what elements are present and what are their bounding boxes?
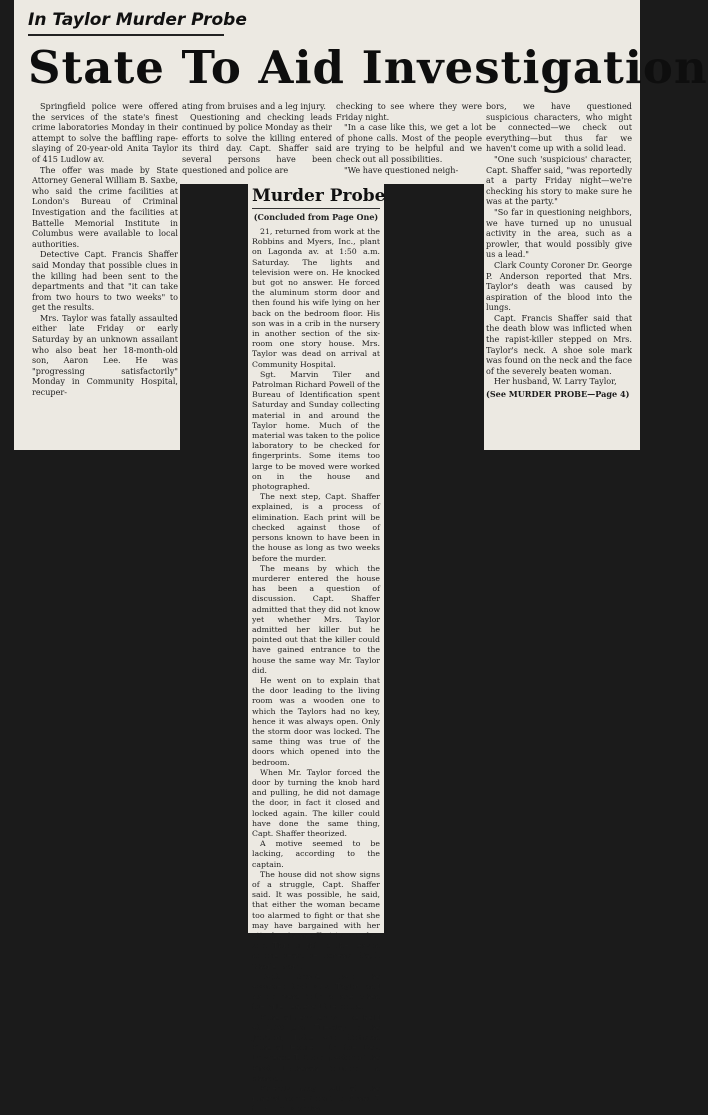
paragraph: "In a case like this, we get a lot of phone calls. Most of the people are trying to be helpful and we check out all possibilities. [336, 122, 482, 164]
continuation-column [252, 227, 380, 1114]
paragraph: When Mr. Taylor forced the door by turning the knob hard and pulling, he did not damage the door, in fact it closed and locked again. The killer could have done the same thing, Capt. Shaffer theorized. [252, 767, 380, 838]
sidebar-title-rule [252, 208, 380, 209]
paragraph: Capt. Francis Shaffer said that the death blow was inflicted when the rapist-killer stepped on Mrs. Taylor's neck. A shoe sole mark was found on the neck and the face of the severely beaten woman. [486, 312, 632, 376]
article-column-4 [486, 101, 632, 446]
headline: State To Aid Investigation [28, 41, 708, 94]
paragraph: 21, returned from work at the Robbins and Myers, Inc., plant on Lagonda av. at 1:50 a.m. Saturday. The lights and television were on. He knocked but got no answer. He forced the aluminum storm door and then found his wife lying on her back on the bedroom floor. His son was in a crib in the nursery in another section of the six-room one story house. Mrs. Taylor was dead on arrival at Community Hospital. [252, 227, 380, 369]
paragraph: Clark County Coroner Dr. George P. Anderson reported that Mrs. Taylor's death was caused by aspiration of the blood into the lungs. [486, 259, 632, 313]
paragraph: Capt. Shaffer said he assumed that Mrs. Taylor and Aaron were both awake when the killer entered the house. [252, 971, 380, 1012]
paragraph: The house did not show signs of a struggle, Capt. Shaffer said. It was possible, he said, that either the woman became too alarmed to fight or that she may have bargained with her attacker in an effort to save her son. This might be the reason no one heard her scream, Capt. Shaffer said. [252, 869, 380, 971]
continued-line: (Concluded from Page One) [253, 212, 379, 222]
paragraph: Mrs. Taylor was fatally assaulted either late Friday or early Saturday by an unknown assailant who also beat her 18-month-old son, Aaron Lee. He was "progressing satisfactorily" Monday in Community Hospital, recuper- [32, 312, 178, 398]
paragraph: The next step, Capt. Shaffer explained, is a process of elimination. Each print will be checked against those of persons known to have been in the house as long as two weeks before the murder. [252, 492, 380, 563]
paragraph: "We have questioned neigh- [344, 164, 459, 175]
paragraph: Her husband, W. Larry Taylor, [494, 376, 617, 387]
paragraph: ating from bruises and a leg injury. [182, 101, 326, 111]
kicker-heading: In Taylor Murder Probe [28, 10, 247, 30]
paragraph: Questioning and checking leads continued by police Monday as their efforts to solve the killing entered its third day. Capt. Shaffer said several persons have been questioned and police are [182, 111, 332, 175]
paragraph: A motive seemed to be lacking, according to the captain. [252, 839, 380, 869]
paragraph: Springfield police were offered the services of the state's finest crime laboratories Monday in their attempt to solve the baffling rape-slaying of 20-year-old Anita Taylor of 415 Ludlow av. [32, 101, 178, 164]
paragraph: The offer was made by State Attorney General William B. Saxbe, who said the crime facilities at London's Bureau of Criminal Investigation and the facilities at Battelle Memorial Institute in Columbus were available to local authorities. [32, 164, 178, 249]
paragraph: Detective Capt. Francis Shaffer said Monday that possible clues in the killing had been sent to the departments and that "it can take from two hours to two weeks" to get the results. [32, 249, 178, 313]
jump-line: (See MURDER PROBE—Page 4) [486, 389, 630, 400]
kicker-rule [28, 34, 224, 36]
paragraph: bors, we have questioned suspicious characters, who might be connected—we check out everything—but thus far we haven't come up with a solid lead. [486, 101, 632, 154]
paragraph: "So far in questioning neighbors, we have turned up no unusual activity in the area, such as a prowler, that would possibly give us a lead." [486, 206, 632, 260]
sidebar-title: Murder Probe [252, 186, 386, 206]
paragraph: He went on to explain that the door leading to the living room was a wooden one to which the Taylors had no key, hence it was always open. Only the storm door was locked. The same thing was true of the doors which opened into the bedroom. [252, 675, 380, 767]
article-column-1 [32, 101, 178, 446]
paragraph: The means by which the murderer entered the house has been a question of discussion. Capt. Shaffer admitted that they did not know yet whether Mrs. Taylor admitted her killer but he pointed out that the killer could have gained entrance to the house the same way Mr. Taylor did. [252, 563, 380, 675]
paragraph: "One such 'suspicious' character, Capt. Shaffer said, "was reportedly at a party Friday night—we're checking his story to make sure he was at the party." [486, 153, 632, 207]
article-column-3 [336, 101, 482, 185]
paragraph: checking to see where they were Friday night. [336, 101, 482, 122]
article-column-2 [182, 101, 332, 185]
paragraph: Sgt. Marvin Tiler and Patrolman Richard Powell of the Bureau of Identification spent Saturday and Sunday collecting material in and around the Taylor home. Much of the material was taken to the police laboratory to be checked for fingerprints. Some items too large to be moved were worked on in the house and photographed. [252, 369, 380, 492]
paragraph: Funeral services will be held at 2:30 p.m. Tuesday in the Jackson, Lytle and Coffman Funeral Home with the Rev. Lawrence T. Rugh, pastor of the First Lutheran Church, in charge. [252, 1012, 380, 1083]
paragraph: Friends may call at the funeral home from 3 to 5 and 7 to 9 p.m. Monday. [252, 1084, 380, 1114]
